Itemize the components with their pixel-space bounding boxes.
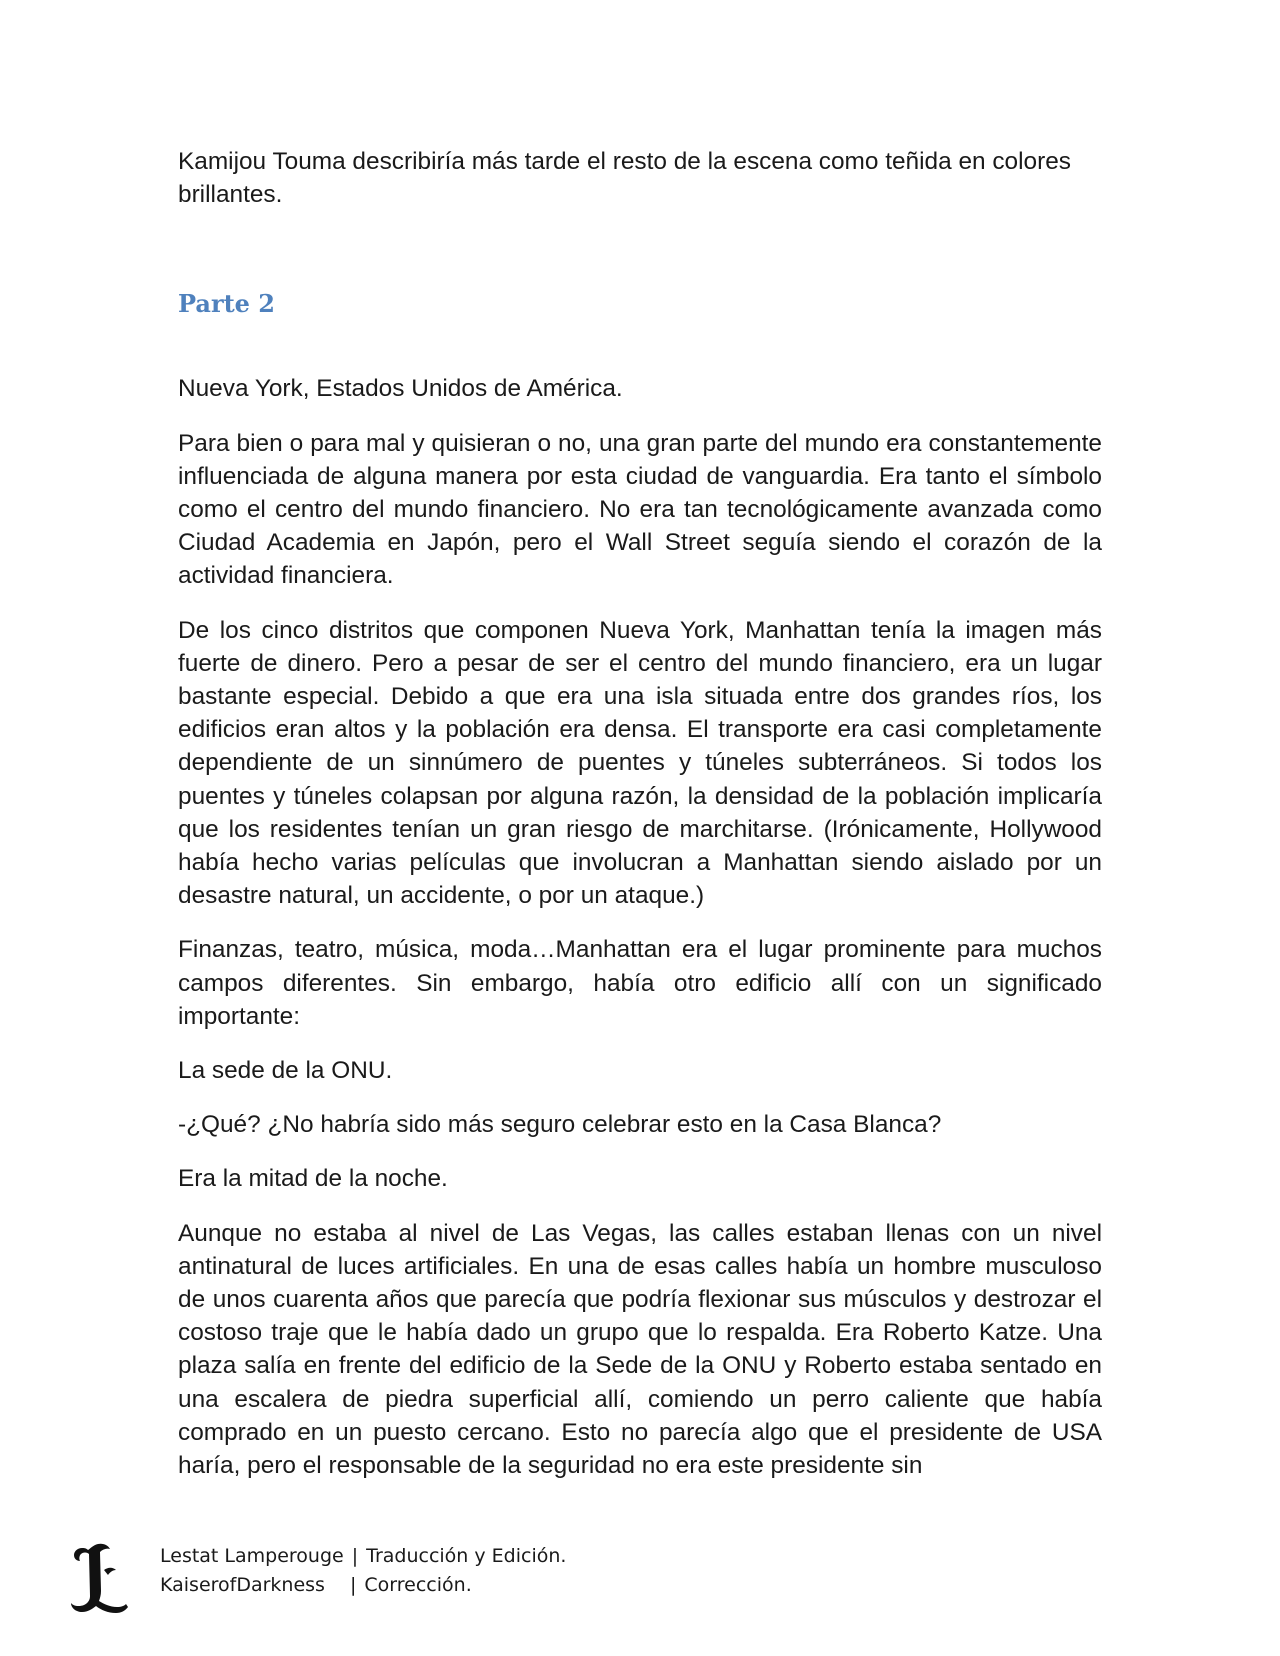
credit-role: Corrección. bbox=[364, 1574, 472, 1596]
document-body bbox=[178, 145, 1102, 1503]
paragraph-roberto: Aunque no estaba al nivel de Las Vegas, las calles estaban llenas con un nivel antinatural de luces artificiales. En una de esas calles había un hombre musculoso de unos cuarenta años que parecía que podría flexionar sus músculos y destrozar el costoso traje que le había dado un grupo que lo respalda. Era Roberto Katze. Una plaza salía en frente del edificio de la Sede de la ONU y Roberto estaba sentado en una escalera de piedra superficial allí, comiendo un perro caliente que había comprado en un puesto cercano. Esto no parecía algo que el presidente de USA haría, pero el responsable de la seguridad no era este presidente sin bbox=[178, 1219, 1102, 1480]
paragraph-un-hq: La sede de la ONU. bbox=[178, 1057, 393, 1085]
paragraph-night: Era la mitad de la noche. bbox=[178, 1165, 448, 1193]
paragraph-location: Nueva York, Estados Unidos de América. bbox=[178, 375, 623, 403]
paragraph-dialogue: -¿Qué? ¿No habría sido más seguro celebrar esto en la Casa Blanca? bbox=[178, 1111, 942, 1139]
section-heading: Parte 2 bbox=[178, 289, 276, 319]
credit-line-proofreader bbox=[160, 1571, 566, 1600]
paragraph-intro: Kamijou Touma describiría más tarde el resto de la escena como teñida en colores brillantes. bbox=[178, 148, 1071, 209]
paragraph-new-york: Para bien o para mal y quisieran o no, una gran parte del mundo era constantemente influenciada de alguna manera por esta ciudad de vanguardia. Era tanto el símbolo como el centro del mundo financiero. No era tan tecnológicamente avanzada como Ciudad Academia en Japón, pero el Wall Street seguía siendo el corazón de la actividad financiera. bbox=[178, 429, 1102, 590]
page-footer bbox=[68, 1540, 768, 1620]
credit-name: KaiserofDarkness bbox=[160, 1574, 325, 1596]
gothic-letter-l-icon bbox=[68, 1540, 130, 1616]
paragraph-manhattan: De los cinco distritos que componen Nueva York, Manhattan tenía la imagen más fuerte de dinero. Pero a pesar de ser el centro del mundo financiero, era un lugar bastante especial. Debido a que era una isla situada entre dos grandes ríos, los edificios eran altos y la población era densa. El transporte era casi completamente dependiente de un sinnúmero de puentes y túneles subterráneos. Si todos los puentes y túneles colapsan por alguna razón, la densidad de la población implicaría que los residentes tenían un gran riesgo de marchitarse. (Irónicamente, Hollywood había hecho varias películas que involucran a Manhattan siendo aislado por un desastre natural, un accidente, o por un ataque.) bbox=[178, 616, 1102, 910]
paragraph-fields: Finanzas, teatro, música, moda…Manhattan era el lugar prominente para muchos campos diferentes. Sin embargo, había otro edificio allí con un significado importante: bbox=[178, 936, 1102, 1030]
credit-line-translator bbox=[160, 1542, 566, 1571]
credit-name: Lestat Lamperouge bbox=[160, 1545, 344, 1567]
credit-separator: | bbox=[351, 1545, 359, 1567]
footer-credits bbox=[160, 1542, 566, 1600]
credit-separator: | bbox=[350, 1574, 357, 1596]
credit-role: Traducción y Edición. bbox=[366, 1545, 567, 1567]
